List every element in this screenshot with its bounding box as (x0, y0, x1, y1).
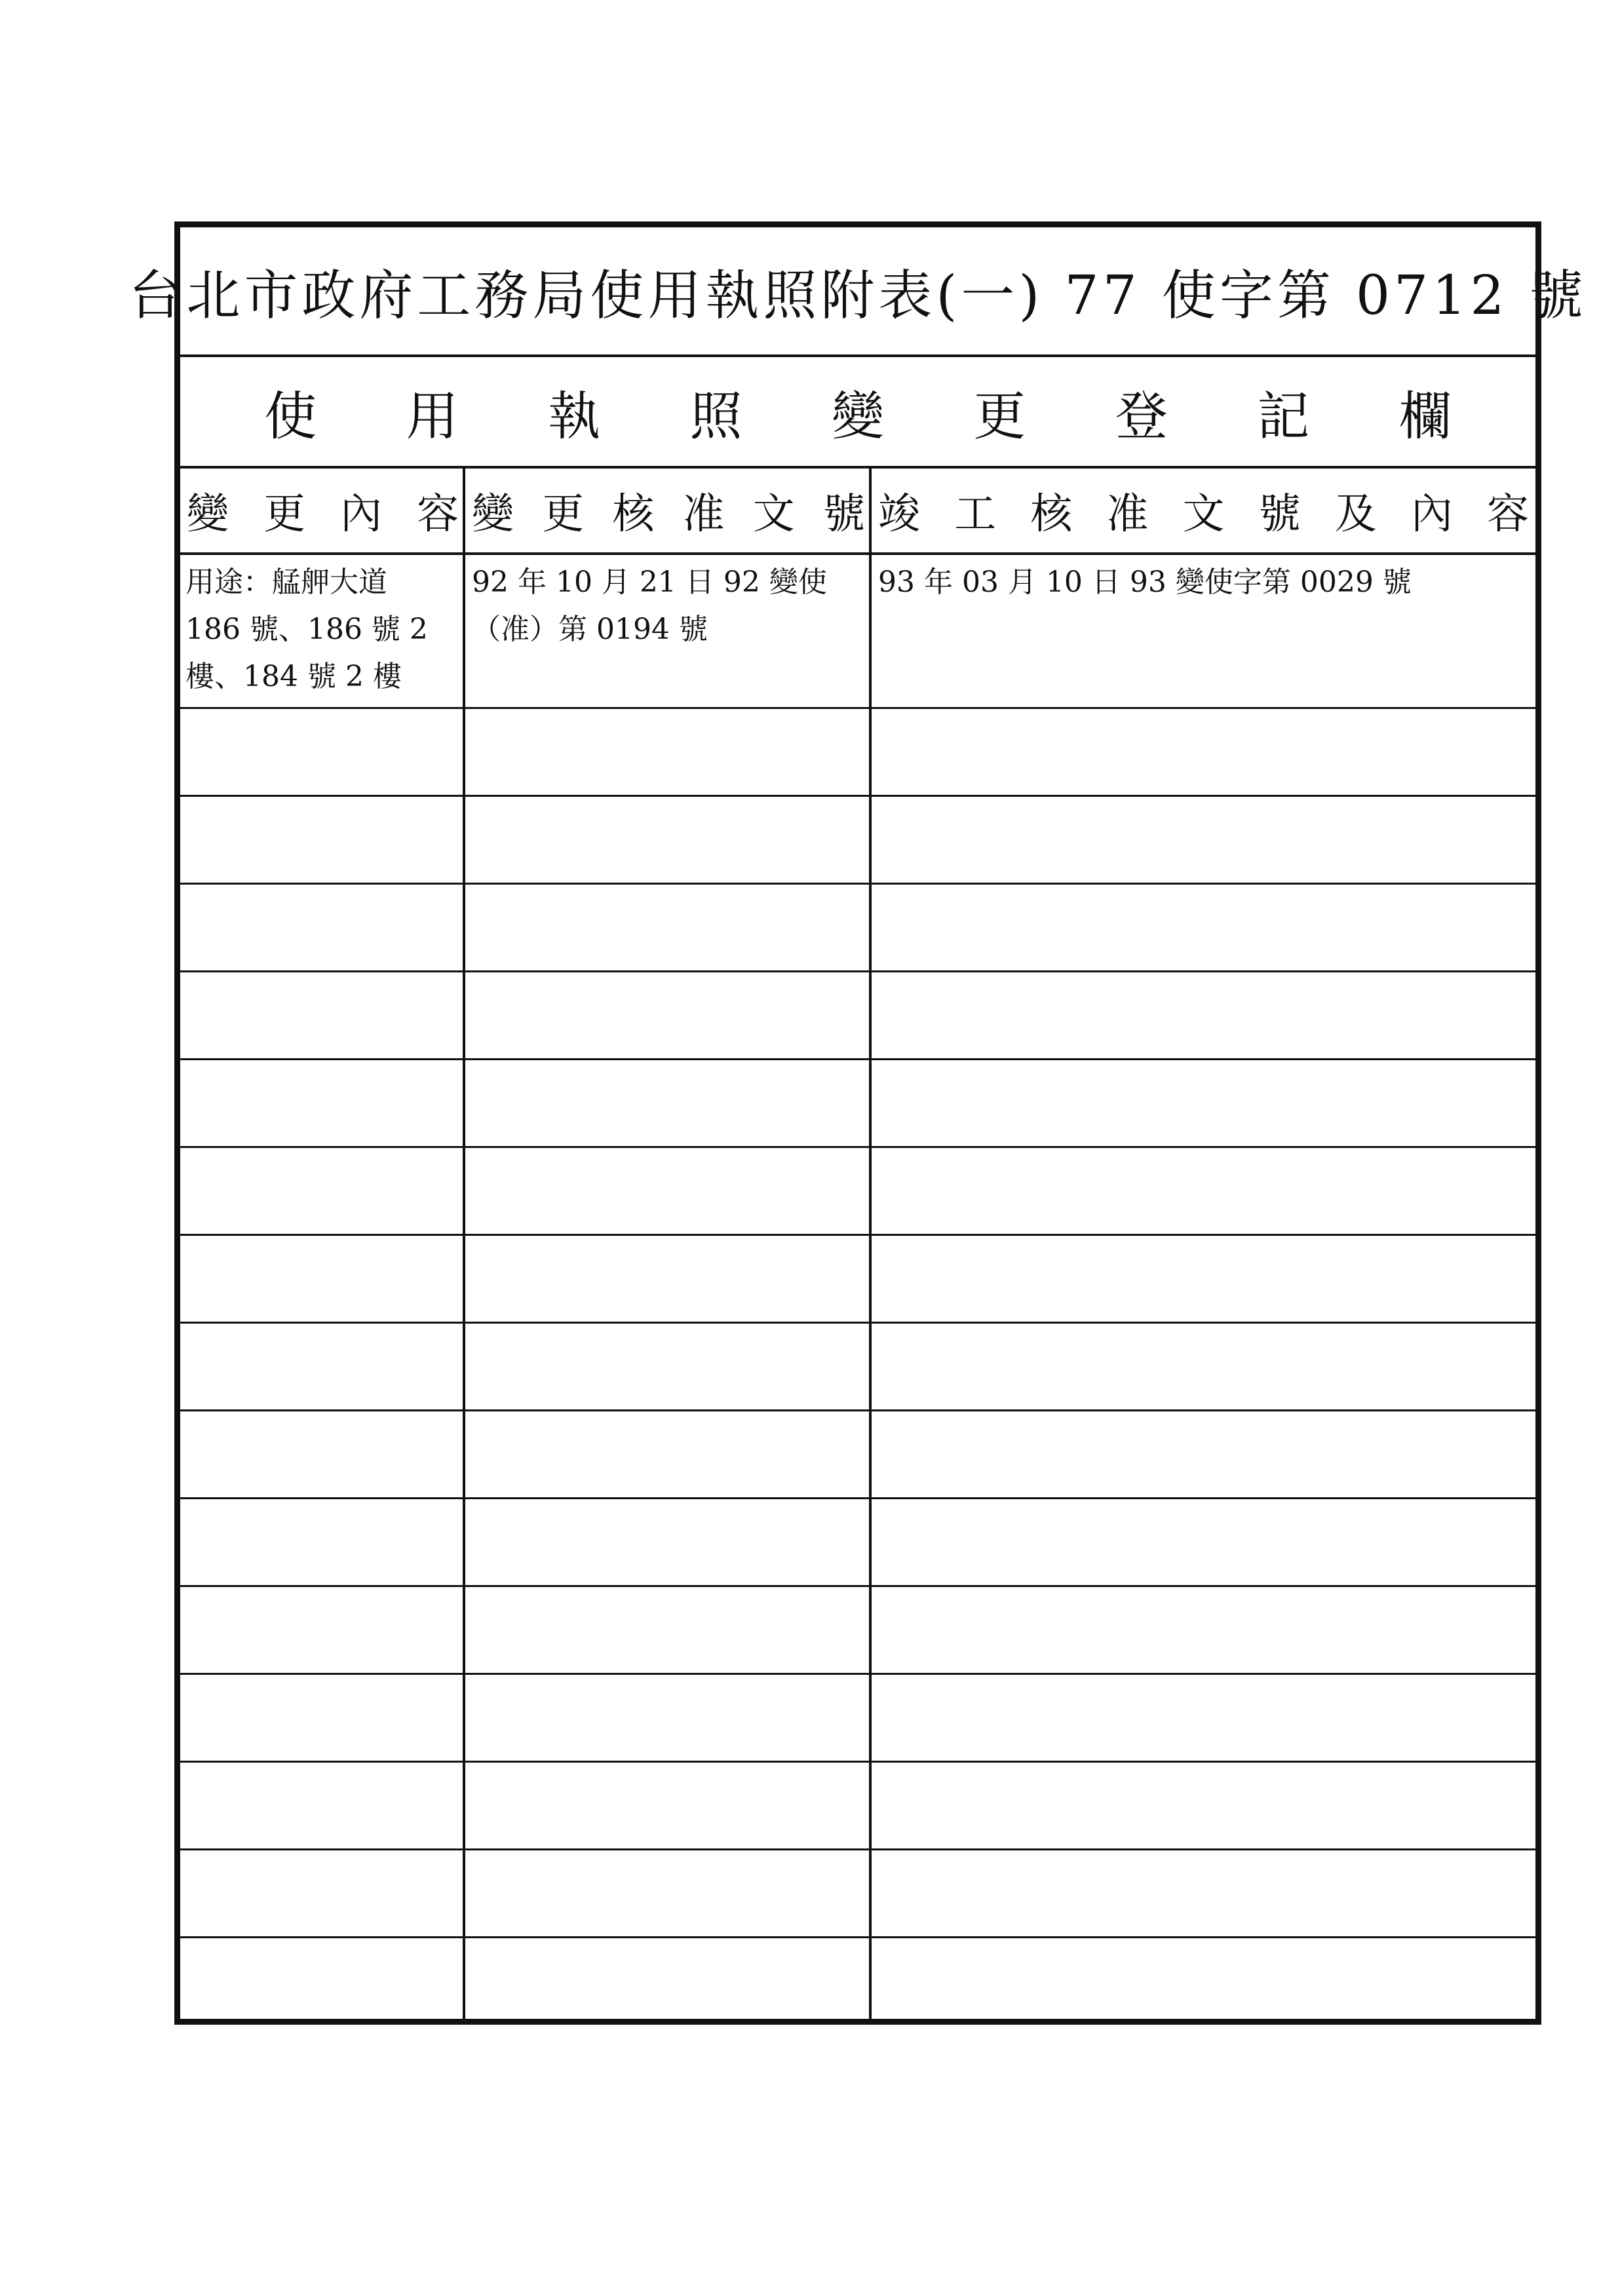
row-divider (180, 1673, 1535, 1675)
row-divider (180, 1058, 1535, 1060)
row-divider (180, 795, 1535, 797)
column-header-char: 核 (612, 490, 655, 539)
form-title: 台北市政府工務局使用執照附表(一) 77 使字第 0712 號 (180, 227, 1535, 357)
column-header-char: 工 (954, 490, 997, 539)
cell-line: 92 年 10 月 21 日 92 變使 (472, 565, 827, 599)
column-header-approval-no (465, 469, 872, 555)
row-divider (180, 1234, 1535, 1236)
cell-approval-no (467, 555, 869, 707)
section-heading-char: 更 (973, 385, 1026, 447)
registration-form-frame (128, 221, 1587, 2025)
section-heading-char: 登 (1115, 385, 1168, 447)
column-header-change-content (180, 469, 465, 555)
column-header-char: 竣 (878, 490, 920, 539)
row-divider (180, 1936, 1535, 1938)
row-divider (180, 1146, 1535, 1148)
section-heading-char: 執 (548, 385, 601, 447)
column-header-char: 內 (1410, 490, 1453, 539)
section-heading-char: 記 (1257, 385, 1310, 447)
section-heading-char: 用 (406, 385, 459, 447)
row-divider (180, 1322, 1535, 1324)
row-divider (180, 1585, 1535, 1587)
cell-line: 用途：艋舺大道 (185, 565, 387, 599)
row-divider (180, 1761, 1535, 1763)
row-divider (180, 1409, 1535, 1411)
row-divider (180, 970, 1535, 972)
column-header-char: 變 (472, 490, 514, 539)
column-header-completion-no (872, 469, 1535, 555)
section-heading (180, 357, 1535, 469)
column-header-char: 文 (752, 490, 795, 539)
column-header-char: 變 (187, 490, 229, 539)
column-header-char: 容 (1487, 490, 1529, 539)
column-header-char: 容 (417, 490, 459, 539)
column-header-char: 更 (542, 490, 585, 539)
column-header-char: 文 (1182, 490, 1225, 539)
section-heading-char: 照 (689, 385, 742, 447)
cell-change-content (180, 555, 464, 707)
column-header-char: 更 (263, 490, 305, 539)
row-divider (180, 707, 1535, 709)
cell-line: 93 年 03 月 10 日 93 變使字第 0029 號 (878, 565, 1412, 599)
column-header-char: 內 (340, 490, 382, 539)
row-divider (180, 1497, 1535, 1499)
column-header-char: 號 (1258, 490, 1301, 539)
row-divider (180, 1848, 1535, 1850)
column-header-char: 准 (682, 490, 725, 539)
row-divider (180, 883, 1535, 885)
column-divider (869, 469, 872, 2019)
cell-completion-no (873, 555, 1535, 707)
cell-line: 樓、184 號 2 樓 (185, 660, 402, 693)
section-heading-char: 使 (264, 385, 317, 447)
column-header-char: 核 (1030, 490, 1073, 539)
column-header-char: 准 (1106, 490, 1149, 539)
cell-line: （准）第 0194 號 (472, 613, 708, 646)
section-heading-char: 變 (831, 385, 884, 447)
section-heading-char: 欄 (1398, 385, 1452, 447)
column-header-char: 及 (1334, 490, 1377, 539)
cell-line: 186 號、186 號 2 (185, 613, 428, 646)
column-header-char: 號 (822, 490, 865, 539)
